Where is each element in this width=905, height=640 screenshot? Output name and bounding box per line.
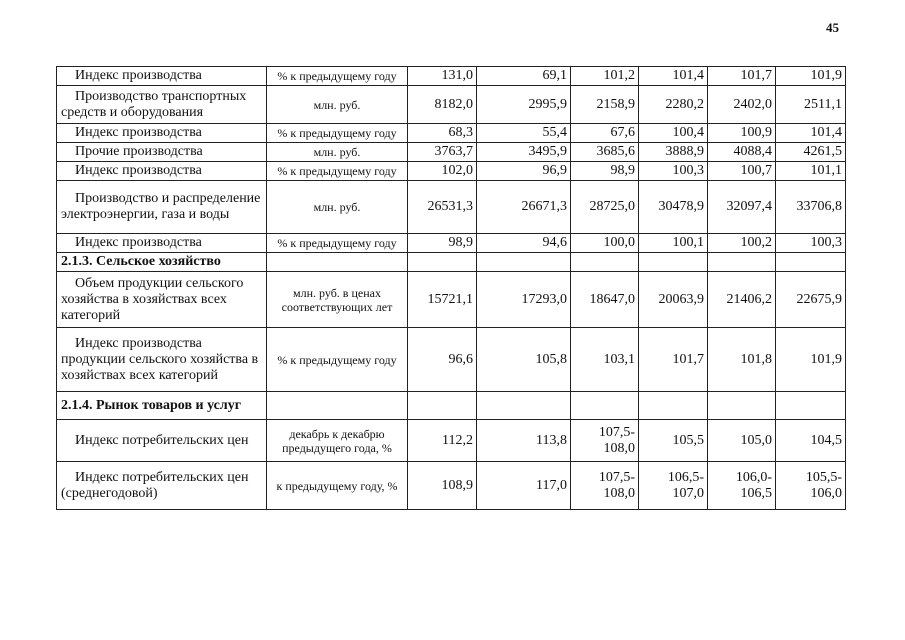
value-cell: 96,9 [477, 162, 571, 181]
value-cell: 100,4 [639, 124, 708, 143]
indicator-name [57, 67, 267, 86]
value-cell: 4088,4 [708, 143, 776, 162]
value-cell: 33706,8 [776, 181, 846, 234]
indicator-name-text: Индекс потребительских цен [75, 432, 249, 448]
unit-cell: % к предыдущему году [267, 162, 408, 181]
value-cell: 105,5-106,0 [776, 462, 846, 510]
value-cell: 2158,9 [571, 86, 639, 124]
unit-cell: млн. руб. [267, 86, 408, 124]
value-cell: 101,2 [571, 67, 639, 86]
value-cell: 98,9 [571, 162, 639, 181]
table-row [57, 181, 846, 234]
empty-cell [776, 253, 846, 272]
value-cell: 100,7 [708, 162, 776, 181]
table-row [57, 462, 846, 510]
value-cell: 101,7 [708, 67, 776, 86]
section-title: 2.1.4. Рынок товаров и услуг [57, 392, 267, 420]
empty-cell [477, 253, 571, 272]
page-number: 45 [826, 20, 839, 35]
indicator-name-text: Объем продукции сельского хозяйства в хозяйствах всех категорий [61, 275, 244, 323]
indicator-name-text: Производство транспортных средств и оборудования [61, 88, 247, 120]
value-cell: 55,4 [477, 124, 571, 143]
value-cell: 100,3 [639, 162, 708, 181]
empty-cell [408, 253, 477, 272]
value-cell: 20063,9 [639, 272, 708, 328]
value-cell: 3685,6 [571, 143, 639, 162]
indicator-name-text: Индекс производства [75, 163, 202, 178]
value-cell: 67,6 [571, 124, 639, 143]
indicator-name-text: Индекс производства продукции сельского хозяйства в хозяйствах всех категорий [61, 335, 259, 383]
value-cell: 113,8 [477, 420, 571, 462]
table-row [57, 67, 846, 86]
value-cell: 107,5-108,0 [571, 420, 639, 462]
indicator-name-text: Индекс потребительских цен (среднегодовой) [61, 469, 249, 501]
unit-cell: декабрь к декабрю предыдущего года, % [267, 420, 408, 462]
empty-cell [477, 392, 571, 420]
table-row [57, 234, 846, 253]
value-cell: 4261,5 [776, 143, 846, 162]
indicator-name-text: Производство и распределение электроэнергии, газа и воды [61, 191, 261, 222]
unit-cell: % к предыдущему году [267, 67, 408, 86]
value-cell: 102,0 [408, 162, 477, 181]
value-cell: 105,5 [639, 420, 708, 462]
value-cell: 32097,4 [708, 181, 776, 234]
value-cell: 2280,2 [639, 86, 708, 124]
value-cell: 3888,9 [639, 143, 708, 162]
indicator-name [57, 143, 267, 162]
indicator-name [57, 272, 267, 328]
indicator-name [57, 462, 267, 510]
value-cell: 101,4 [776, 124, 846, 143]
value-cell: 100,1 [639, 234, 708, 253]
table-row [57, 143, 846, 162]
value-cell: 100,0 [571, 234, 639, 253]
value-cell: 107,5-108,0 [571, 462, 639, 510]
value-cell: 112,2 [408, 420, 477, 462]
value-cell: 21406,2 [708, 272, 776, 328]
value-cell: 101,4 [639, 67, 708, 86]
value-cell: 101,8 [708, 328, 776, 392]
value-cell: 30478,9 [639, 181, 708, 234]
value-cell: 105,0 [708, 420, 776, 462]
unit-cell: к предыдущему году, % [267, 462, 408, 510]
indicator-name-text: Индекс производства [75, 68, 202, 83]
value-cell: 2995,9 [477, 86, 571, 124]
table-body [57, 67, 846, 510]
value-cell: 2402,0 [708, 86, 776, 124]
empty-cell [571, 392, 639, 420]
value-cell: 101,9 [776, 328, 846, 392]
empty-cell [708, 253, 776, 272]
table-row [57, 162, 846, 181]
value-cell: 26531,3 [408, 181, 477, 234]
value-cell: 105,8 [477, 328, 571, 392]
unit-cell: % к предыдущему году [267, 234, 408, 253]
section-title: 2.1.3. Сельское хозяйство [57, 253, 267, 272]
empty-cell [571, 253, 639, 272]
value-cell: 28725,0 [571, 181, 639, 234]
empty-cell [267, 392, 408, 420]
value-cell: 104,5 [776, 420, 846, 462]
value-cell: 98,9 [408, 234, 477, 253]
value-cell: 94,6 [477, 234, 571, 253]
table-row [57, 124, 846, 143]
value-cell: 103,1 [571, 328, 639, 392]
indicator-name-text: Индекс производства [75, 125, 202, 140]
value-cell: 26671,3 [477, 181, 571, 234]
table-row [57, 328, 846, 392]
value-cell: 101,7 [639, 328, 708, 392]
indicator-name [57, 420, 267, 462]
value-cell: 100,3 [776, 234, 846, 253]
value-cell: 101,9 [776, 67, 846, 86]
indicator-name [57, 181, 267, 234]
table-row [57, 86, 846, 124]
value-cell: 68,3 [408, 124, 477, 143]
indicator-name-text: Индекс производства [75, 235, 202, 250]
section-row [57, 253, 846, 272]
value-cell: 2511,1 [776, 86, 846, 124]
empty-cell [776, 392, 846, 420]
indicator-name [57, 86, 267, 124]
indicator-name-text: Прочие производства [75, 144, 203, 159]
empty-cell [639, 253, 708, 272]
value-cell: 69,1 [477, 67, 571, 86]
value-cell: 3763,7 [408, 143, 477, 162]
empty-cell [267, 253, 408, 272]
empty-cell [408, 392, 477, 420]
unit-cell: млн. руб. [267, 143, 408, 162]
statistics-table [56, 66, 846, 510]
value-cell: 3495,9 [477, 143, 571, 162]
table-row [57, 272, 846, 328]
unit-cell: % к предыдущему году [267, 328, 408, 392]
value-cell: 106,0-106,5 [708, 462, 776, 510]
value-cell: 15721,1 [408, 272, 477, 328]
empty-cell [708, 392, 776, 420]
section-row [57, 392, 846, 420]
indicator-name [57, 328, 267, 392]
value-cell: 8182,0 [408, 86, 477, 124]
value-cell: 17293,0 [477, 272, 571, 328]
value-cell: 117,0 [477, 462, 571, 510]
empty-cell [639, 392, 708, 420]
value-cell: 100,9 [708, 124, 776, 143]
value-cell: 100,2 [708, 234, 776, 253]
value-cell: 131,0 [408, 67, 477, 86]
indicator-name [57, 124, 267, 143]
unit-cell: млн. руб. в ценах соответствующих лет [267, 272, 408, 328]
table-row [57, 420, 846, 462]
value-cell: 22675,9 [776, 272, 846, 328]
unit-cell: % к предыдущему году [267, 124, 408, 143]
unit-cell: млн. руб. [267, 181, 408, 234]
value-cell: 106,5-107,0 [639, 462, 708, 510]
indicator-name [57, 162, 267, 181]
value-cell: 108,9 [408, 462, 477, 510]
indicator-name [57, 234, 267, 253]
value-cell: 96,6 [408, 328, 477, 392]
value-cell: 101,1 [776, 162, 846, 181]
value-cell: 18647,0 [571, 272, 639, 328]
